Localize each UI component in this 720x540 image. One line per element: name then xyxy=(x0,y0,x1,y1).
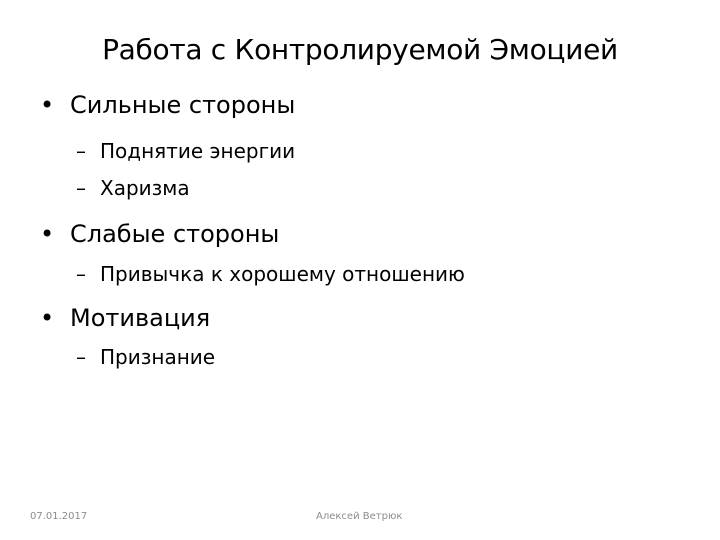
sub-bullet-marker: – xyxy=(76,139,86,163)
sub-bullet-text: Харизма xyxy=(100,176,190,200)
bullet-text: Сильные стороны xyxy=(70,91,296,119)
sub-bullet-item xyxy=(76,138,295,164)
bullet-item xyxy=(40,303,210,333)
bullet-marker: • xyxy=(40,220,55,248)
bullet-text: Мотивация xyxy=(70,304,211,332)
sub-bullet-item xyxy=(76,344,215,370)
sub-bullet-marker: – xyxy=(76,262,86,286)
sub-bullet-text: Поднятие энергии xyxy=(100,139,296,163)
bullet-item xyxy=(40,219,279,249)
sub-bullet-text: Признание xyxy=(100,345,216,369)
bullet-marker: • xyxy=(40,91,55,119)
bullet-marker: • xyxy=(40,304,55,332)
sub-bullet-marker: – xyxy=(76,176,86,200)
footer-author: Алексей Ветрюк xyxy=(316,511,403,522)
sub-bullet-text: Привычка к хорошему отношению xyxy=(100,262,465,286)
footer-date: 07.01.2017 xyxy=(30,511,88,522)
bullet-item xyxy=(40,90,295,120)
slide-title: Работа с Контролируемой Эмоцией xyxy=(102,33,618,66)
sub-bullet-item xyxy=(76,175,190,201)
bullet-text: Слабые стороны xyxy=(70,220,280,248)
sub-bullet-item xyxy=(76,261,465,287)
sub-bullet-marker: – xyxy=(76,345,86,369)
